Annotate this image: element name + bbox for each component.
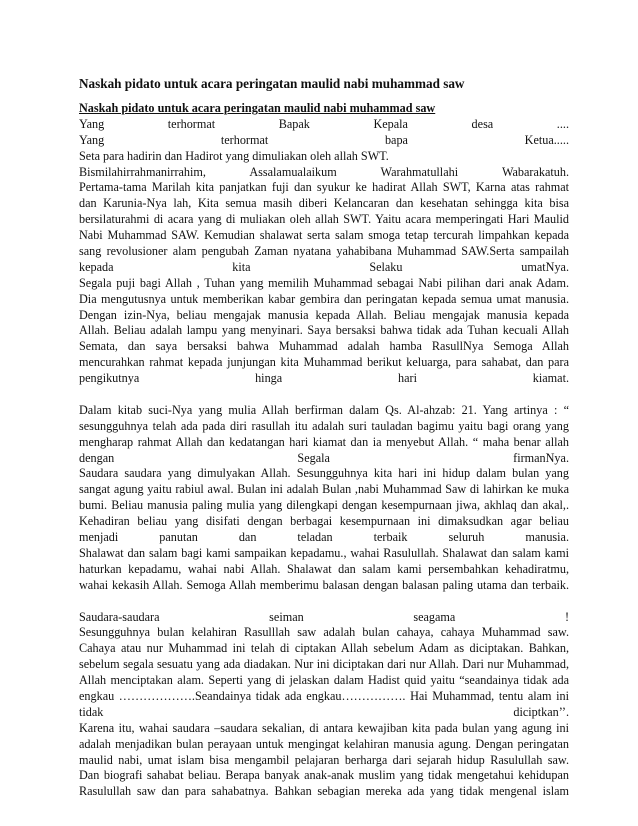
body-line: bersilaturahmi di acara yang di muliakan oleh allah SWT. Yaitu acara memperingati Hari Maulid (79, 212, 569, 227)
body-line: Shalawat dan salam bagi kami sampaikan kepadamu., wahai Rasulullah. Shalawat dan salam kami (79, 545, 569, 560)
body-line: Nabi Muhammad SAW. Kemudian shalawat serta salam smoga tetap tercurah limpahkan kepada (79, 228, 569, 243)
body-line: Yang terhormat Bapak Kepala desa .... (79, 116, 569, 131)
body-line: Yang terhormat bapa Ketua..... (79, 132, 569, 147)
body-line: mencurahkan rahmat kepada junjungan kita Muhammad berikut keluarga, para sahabat, dan para (79, 355, 569, 370)
body-line: Dengan izin-Nya, beliau mengajak manusia kepada Allah. Beliau mengajak manusia kepada (79, 307, 569, 322)
body-line: wahai kekasih Allah. Semoga Allah memberimu balasan dengan balasan paling utama dan terbaik. (79, 577, 569, 592)
body-line: Kehadiran beliau yang disifati dengan berbagai kesempurnaan ini dimaksudkan agar beliau (79, 514, 569, 529)
body-line: Dalam kitab suci-Nya yang mulia Allah berfirman dalam Qs. Al-ahzab: 21. Yang artinya : “ (79, 402, 569, 417)
document-body (79, 101, 569, 800)
body-line: Karena itu, wahai saudara –saudara sekalian, di antara kewajiban kita pada bulan yang agung ini (79, 720, 569, 735)
body-line: Saudara saudara yang dimulyakan Allah. Sesungguhnya kita hari ini hidup dalam bulan yang (79, 466, 569, 481)
body-line: Seta para hadirin dan Hadirot yang dimuliakan oleh allah SWT. (79, 148, 389, 163)
body-line: dengan Segala firmanNya. (79, 450, 569, 465)
body-line: menjadi panutan dan teladan terbaik seluruh manusia. (79, 530, 569, 545)
body-line: engkau ……………….Seandainya tidak ada engkau……………. Hai Muhammad, tentu alam ini (79, 688, 569, 703)
body-line: sangat agung yaitu rabiul awal. Bulan ini adalah Bulan ,nabi Muhammad Saw di lahirkan ke muka (79, 482, 569, 497)
body-line: Segala puji bagi Allah , Tuhan yang memilih Muhammad sebagai Nabi pilihan dari anak Adam. (79, 275, 569, 290)
body-line: adalah menjadikan bulan perayaan untuk mengingat kelahiran manusia agung. Dengan peringatan (79, 736, 569, 751)
body-line: Dan biografi sahabat beliau. Berapa banyak anak-anak muslim yang tidak mengetahui kehidupan (79, 768, 569, 783)
body-line: Saudara-saudara seiman seagama ! (79, 609, 569, 624)
body-line: haturkan kepadamu, wahai nabi Allah. Shalawat dan salam kami persembahkan kehadiratmu, (79, 561, 569, 576)
body-line: dan Karunia-Nya lah, Kita semua masih diberi Kelancaran dan kesehatan sehingga kita bisa (79, 196, 569, 211)
document-subtitle: Naskah pidato untuk acara peringatan maulid nabi muhammad saw (79, 101, 436, 115)
body-line: mengharap rahmat Allah dan kedatangan hari kiamat dan ia menyebut Allah. “ maha benar allah (79, 434, 569, 449)
body-line: Cahaya atau nur Muhammad ini telah di ciptakan Allah sebelum Adam as diciptakan. Bahkan, (79, 641, 569, 656)
body-line: tidak diciptkan’’. (79, 704, 569, 719)
body-line: sebelum segala sesuatu yang ada diadakan. Nur ini diciptakan dari nur Allah. Dari nur Muhammad, (79, 657, 569, 672)
paragraph-gap (79, 594, 569, 610)
body-line: Semata, dan saya bersaksi bahwa Muhammad adalah hamba RasullNya Semoga Allah (79, 339, 569, 354)
body-line: Pertama-tama Marilah kita panjatkan fuji dan syukur ke hadirat Allah SWT, Karna atas rahmat (79, 180, 569, 195)
body-line: Dia mengutusnya untuk memberikan kabar gembira dan peringatan kepada semua umat manusia. (79, 291, 569, 306)
paragraph-gap (79, 387, 569, 403)
body-line: Bismilahirrahmanirrahim, Assalamualaikum Warahmatullahi Wabarakatuh. (79, 164, 569, 179)
body-line: pengikutnya hinga hari kiamat. (79, 371, 569, 386)
body-line: Rasulullah saw dan para sahabatnya. Bahkan sebagian mereka ada yang tidak mengenal islam (79, 784, 569, 799)
body-line: bumi. Beliau manusia paling mulia yang dilengkapi dengan kesempurnaan jiwa, akhlaq dan akal,. (79, 498, 569, 513)
body-line: kepada kita Selaku umatNya. (79, 259, 569, 274)
body-line: sang revolusioner alam pengubah Zaman nyatana yahabibana Muhammad SAW.Serta sampailah (79, 244, 569, 259)
body-line: sesungguhnya telah ada pada diri rasullah itu adalah suri tauladan bagimu yaitu bagi orang yang (79, 418, 569, 433)
body-line: Allah menciptakan alam. Seperti yang di jelaskan dalam Hadist quid yaitu “seandainya tidak ada (79, 673, 569, 688)
body-line: Sesungguhnya bulan kelahiran Rasulllah saw adalah bulan cahaya, cahaya Muhammad saw. (79, 625, 569, 640)
body-line: maulid nabi, umat islam bisa mengambil pelajaran berharga dari sejarah hidup Rasulullah saw. (79, 752, 569, 767)
body-line: Allah. Beliau adalah lampu yang menyinari. Saya bersaksi bahwa tidak ada Tuhan kecuali Allah (79, 323, 569, 338)
document-title: Naskah pidato untuk acara peringatan maulid nabi muhammad saw (79, 76, 465, 91)
